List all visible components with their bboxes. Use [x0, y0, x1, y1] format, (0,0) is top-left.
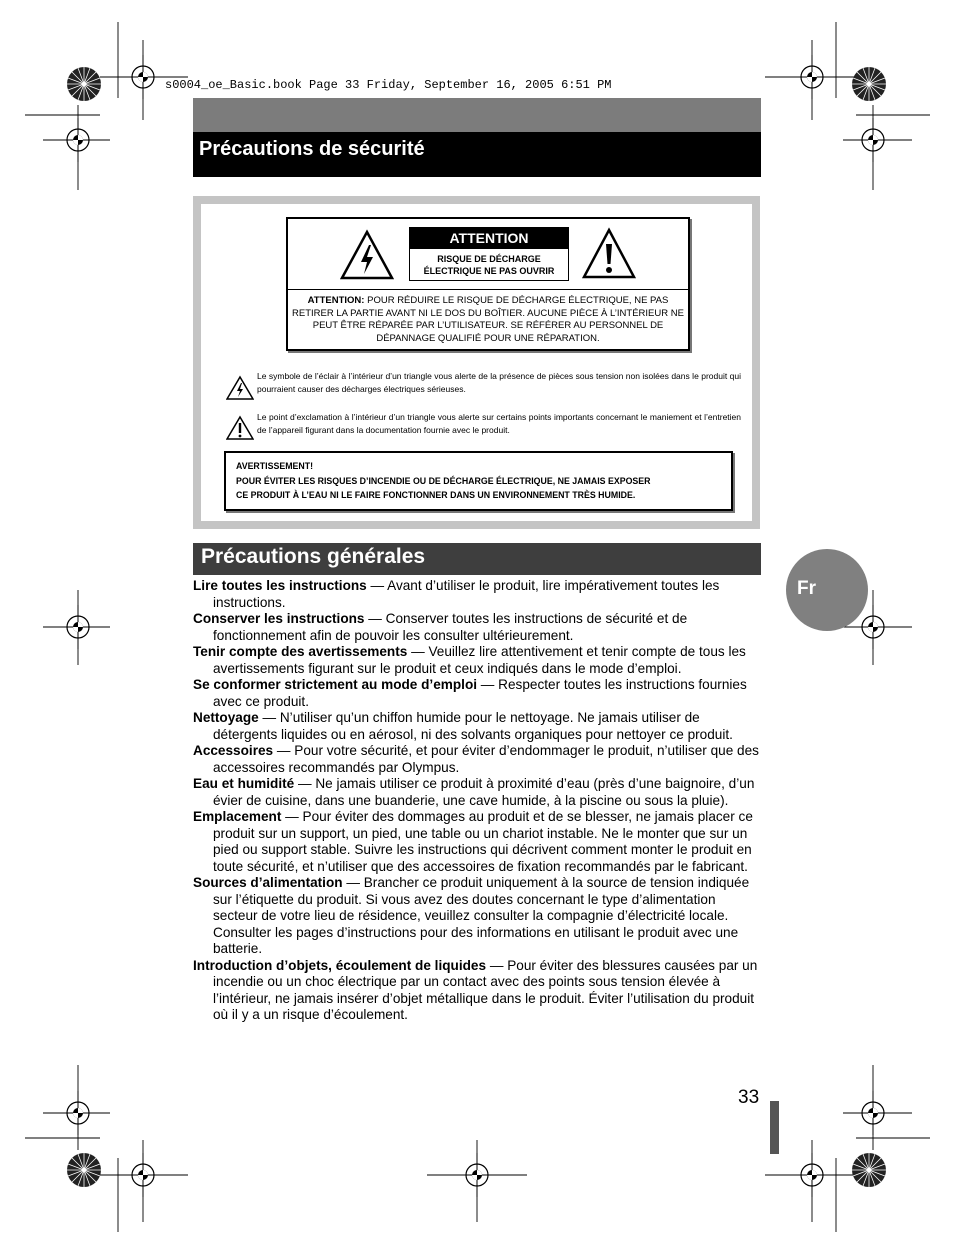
list-item [193, 776, 763, 809]
exclamation-symbol-note [219, 411, 744, 441]
title-band [193, 98, 761, 132]
item-term: Se conformer strictement au mode d’emploi [193, 677, 478, 692]
warning-line-1: POUR ÉVITER LES RISQUES D’INCENDIE OU DE DÉCHARGE ÉLECTRIQUE, NE JAMAIS EXPOSER [236, 476, 651, 486]
item-text: — Conserver toutes les instructions de sécurité et de fonctionnement afin de pouvoir les consulter ultérieurement. [213, 611, 688, 643]
attention-subtitle [410, 249, 568, 277]
item-term: Emplacement [193, 809, 282, 824]
list-item [193, 809, 763, 875]
warning-box [224, 451, 733, 511]
caution-text-body: POUR RÉDUIRE LE RISQUE DE DÉCHARGE ÉLECTRIQUE, NE PAS RETIRER LA PARTIE AVANT NI LE DOS DU BOÎTIER. AUCUNE PIÈCE À L’INTÉRIEUR NE PEUT ÊTRE RÉPARÉE PAR L’UTILISATEUR. SE RÉFÉRER AU PERSONNEL DE DÉPANNAGE QUALIFIÉ POUR UNE RÉPARATION. [292, 295, 684, 344]
caution-label-top [288, 219, 688, 290]
item-text: — Veuillez lire attentivement et tenir compte de tous les avertissements figurant sur le produit et ceux indiqués dans le mode d’emploi. [213, 644, 746, 676]
warning-title: AVERTISSEMENT! [236, 461, 314, 471]
exclamation-triangle-icon [582, 227, 636, 281]
item-text: — Pour éviter des blessures causées par un incendie ou un choc électrique par un contact avec des points sous tension élevée à l’intérieur, ne jamais insérer d’objet métallique dans le produit. Éviter l’utilisation du produit où il y a un risque d’écoulement. [213, 957, 758, 1022]
caution-text-prefix: ATTENTION: [307, 295, 365, 306]
lightning-symbol-text: Le symbole de l’éclair à l’intérieur d’un triangle vous alerte de la présence de pièces sous tension non isolées dans le produit qui pourraient causer des décharges électriques sérieuses. [257, 371, 741, 394]
page-edge-bar [770, 1101, 779, 1154]
precautions-list [193, 578, 763, 1024]
item-term: Eau et humidité [193, 776, 295, 791]
item-text: — Avant d’utiliser le produit, lire impérativement toutes les instructions. [213, 578, 720, 610]
attention-heading: ATTENTION [410, 228, 568, 249]
safety-panel-inner [201, 204, 752, 521]
list-item [193, 958, 763, 1024]
item-term: Lire toutes les instructions [193, 578, 367, 593]
section-title: Précautions générales [201, 545, 426, 568]
item-term: Conserver les instructions [193, 611, 365, 626]
language-tab [786, 549, 868, 631]
warning-line-2: CE PRODUIT À L’EAU NI LE FAIRE FONCTIONNER DANS UN ENVIRONNEMENT TRÈS HUMIDE. [236, 490, 636, 500]
list-item [193, 578, 763, 611]
language-tab-label: Fr [797, 578, 816, 599]
lightning-triangle-icon [340, 229, 394, 281]
item-text: — Respecter toutes les instructions fournies avec ce produit. [213, 677, 747, 709]
item-text: — Pour éviter des dommages au produit et de se blesser, ne jamais placer ce produit sur un support, un pied, une table ou un chariot instable. Ne le monter que sur un pied ou support stable. Suivre les instructions qui décrivent comment monter le produit en toute sécurité, et n’utiliser que des accessoires de fixation recommandés par le fabricant. [213, 809, 753, 874]
item-text: — Brancher ce produit uniquement à la source de tension indiquée sur l’étiquette du produit. Si vous avez des doutes concernant le type d’alimentation secteur de votre lieu de résidence, veuillez consulter la compagnie d’électricité locale. Consulter les pages d’instructions pour des informations en utilisant le produit avec une batterie. [213, 875, 750, 956]
lightning-triangle-small-icon [226, 375, 254, 401]
item-term: Sources d’alimentation [193, 875, 343, 890]
caution-label-box [286, 217, 690, 351]
item-term: Tenir compte des avertissements [193, 644, 408, 659]
list-item [193, 677, 763, 710]
general-title-bar [193, 543, 761, 575]
exclamation-triangle-small-icon [226, 415, 254, 441]
item-text: — N’utiliser qu’un chiffon humide pour le nettoyage. Ne jamais utiliser de détergents liquides ou en aérosol, ni des solvants organiques pour nettoyer ce produit. [213, 710, 733, 742]
list-item [193, 875, 763, 958]
list-item [193, 743, 763, 776]
item-term: Accessoires [193, 743, 274, 758]
attention-subtitle-line-1: RISQUE DE DÉCHARGE [437, 254, 541, 264]
exclamation-symbol-text: Le point d’exclamation à l’intérieur d’un triangle vous alerte sur certains points importants concernant le maniement et l’entretien de l’appareil figurant dans la documentation fournie avec le produit. [257, 412, 741, 435]
item-term: Introduction d’objets, écoulement de liquides [193, 957, 487, 973]
page-number: 33 [738, 1087, 760, 1108]
safety-title-bar [193, 132, 761, 177]
file-header: s0004_oe_Basic.book Page 33 Friday, September 16, 2005 6:51 PM [165, 78, 612, 92]
safety-panel [193, 196, 760, 529]
caution-text [292, 295, 684, 345]
page-title: Précautions de sécurité [199, 138, 425, 160]
attention-subtitle-line-2: ÉLECTRIQUE NE PAS OUVRIR [423, 266, 555, 276]
lightning-symbol-note [219, 370, 744, 400]
item-text: — Ne jamais utiliser ce produit à proximité d’eau (près d’une baignoire, d’un évier de cuisine, dans une buanderie, une cave humide, à la piscine ou sous la pluie). [213, 776, 755, 808]
attention-label [409, 227, 569, 281]
list-item [193, 644, 763, 677]
list-item [193, 710, 763, 743]
item-text: — Pour votre sécurité, et pour éviter d’endommager le produit, n’utiliser que des accessoires recommandés par Olympus. [213, 743, 759, 775]
item-term: Nettoyage [193, 710, 259, 725]
list-item [193, 611, 763, 644]
